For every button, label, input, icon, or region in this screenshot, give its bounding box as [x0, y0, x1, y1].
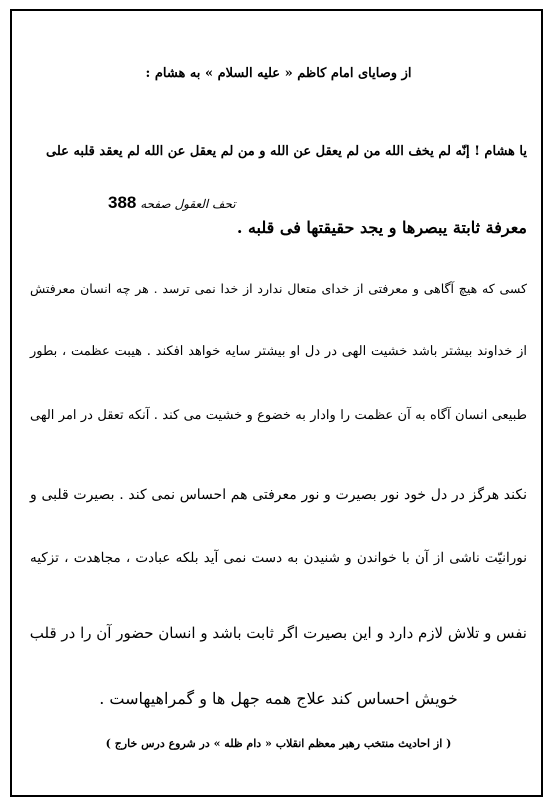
body-line-6: نفس و تلاش لازم دارد و این بصیرت اگر ثابت باشد و انسان حضور آن را در قلب	[29, 624, 527, 642]
source-label: تحف العقول صفحه	[140, 197, 236, 211]
footnote: ( از احادیث منتخب رهبر معظم انقلاب « دام ظله » در شروع درس خارج )	[105, 737, 452, 750]
body-line-1: کسی که هیچ آگاهی و معرفتی از خدای متعال ندارد از خدا نمی ترسد . هر چه انسان معرفتش	[30, 281, 527, 296]
body-line-3: طبیعی انسان آگاه به آن عظمت را وادار به خضوع و خشیت می کند . آنکه تعقل در امر الهی	[30, 408, 527, 423]
source-page-number: 388	[108, 193, 137, 212]
body-line-2: از خداوند بیشتر باشد خشیت الهی در دل او بیشتر سایه خواهد افکند . هیبت عظمت ، بطور	[30, 344, 527, 359]
body-line-5: نورانیّت ناشی از آن با خواندن و شنیدن به دست نمی آید بلکه عبادت ، مجاهدت ، تزکیه	[30, 550, 527, 566]
page-border	[10, 9, 543, 797]
quote-line-1: یا هشام ! إنّه لم یخف الله من لم یعقل عن الله و من لم یعقل عن الله لم یعقد قلبه علی	[46, 144, 527, 159]
source-reference	[108, 193, 236, 213]
quote-line-2: معرفة ثابتة یبصرها و یجد حقیقتها فی قلبه .	[236, 218, 527, 237]
body-line-7: خویش احساس کند علاج همه جهل ها و گمراهیهاست .	[99, 689, 458, 708]
body-line-4: نکند هرگز در دل خود نور بصیرت و نور معرفتی هم احساس نمی کند . بصیرت قلبی و	[30, 487, 527, 503]
document-heading: از وصایای امام کاظم « علیه السلام » به هشام :	[145, 66, 412, 81]
